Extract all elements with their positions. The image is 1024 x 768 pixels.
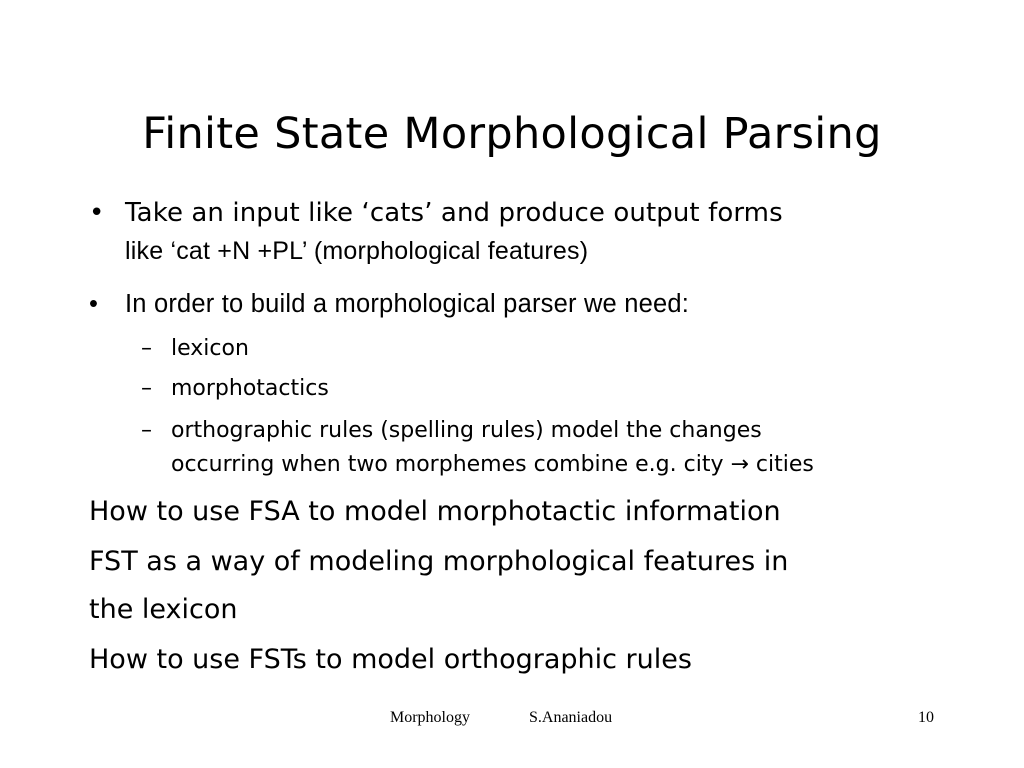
- bullet-item-1: [89, 194, 995, 270]
- bullet-text-line-2: like ‘cat +N +PL’ (morphological features): [125, 237, 589, 265]
- sub-item-morphotactics: [141, 372, 329, 406]
- plain-line-4: How to use FSTs to model orthographic rules: [89, 644, 692, 675]
- bullet-item-2: [89, 285, 995, 323]
- sub-item-lexicon: [141, 332, 249, 366]
- dash-marker: –: [141, 376, 152, 401]
- plain-line-2: FST as a way of modeling morphological features in: [89, 546, 789, 577]
- sub-item-orthographic-rules: [141, 414, 971, 482]
- sub-item-text: lexicon: [171, 336, 249, 361]
- sub-item-text-line-1: orthographic rules (spelling rules) model the changes: [171, 418, 762, 443]
- slide-title: Finite State Morphological Parsing: [142, 109, 882, 159]
- bullet-text-line-1: Take an input like ‘cats’ and produce output forms: [125, 198, 783, 228]
- bullet-marker: •: [89, 198, 105, 228]
- sub-item-text-line-2: occurring when two morphemes combine e.g. city → cities: [171, 452, 814, 477]
- dash-marker: –: [141, 418, 152, 443]
- plain-line-1: How to use FSA to model morphotactic information: [89, 496, 781, 527]
- bullet-text: In order to build a morphological parser we need:: [125, 290, 690, 318]
- bullet-marker: •: [89, 290, 99, 318]
- footer-topic: Morphology: [390, 709, 470, 726]
- sub-item-text: morphotactics: [171, 376, 329, 401]
- dash-marker: –: [141, 336, 152, 361]
- footer-author: S.Ananiadou: [529, 709, 613, 726]
- footer-page-number: 10: [918, 709, 934, 726]
- plain-line-3: the lexicon: [89, 594, 238, 625]
